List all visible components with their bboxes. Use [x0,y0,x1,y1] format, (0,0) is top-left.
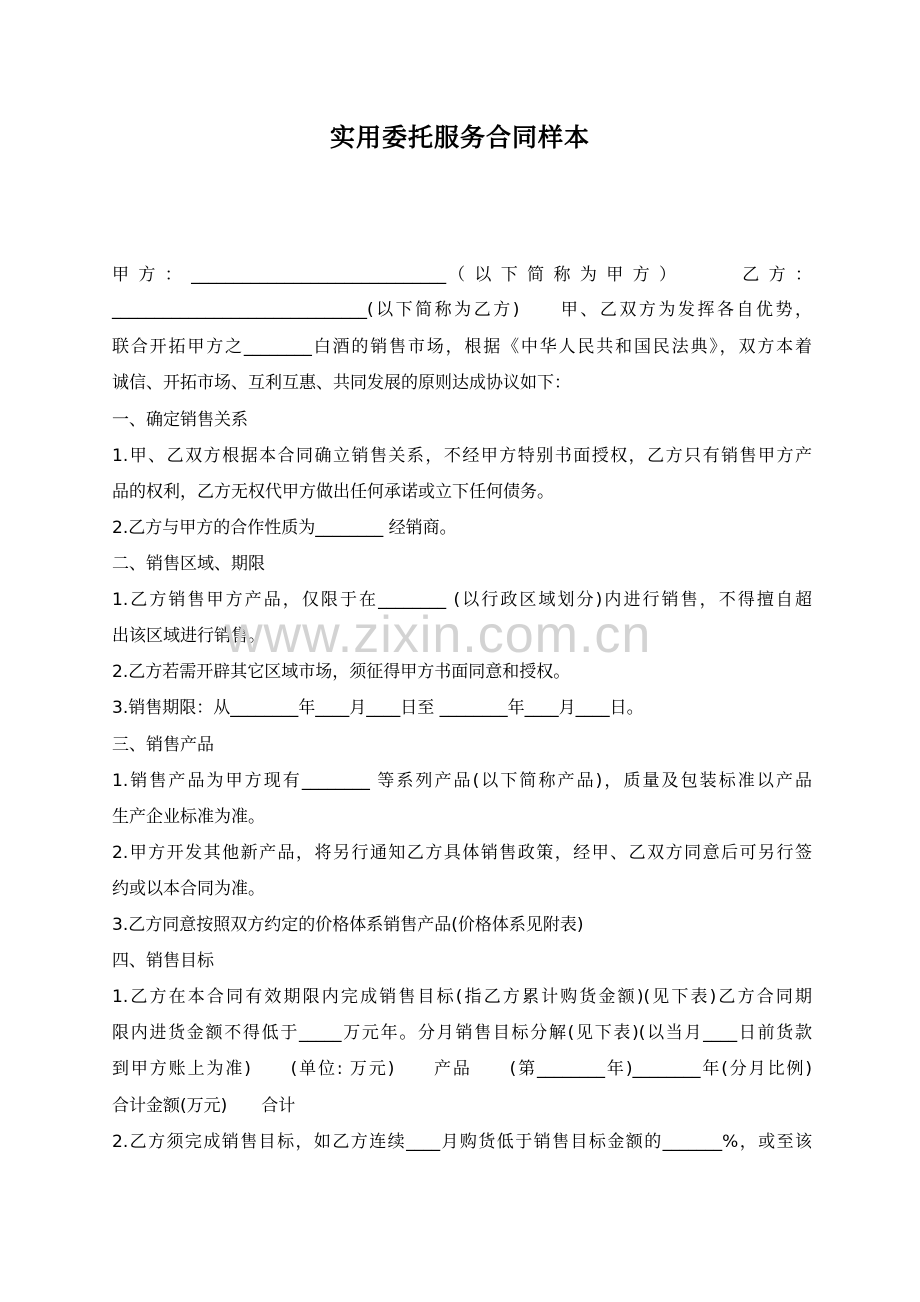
text-line: ______________________________(以下简称为乙方) 甲、乙双方为发挥各自优势， [112,300,812,320]
section-heading: 二、销售区域、期限 [112,554,265,574]
text-line: 3.乙方同意按照双方约定的价格体系销售产品(价格体系见附表) [112,915,584,935]
text-line: 1.销售产品为甲方现有________ 等系列产品(以下简称产品)，质量及包装标准以产品 [112,771,812,791]
text-line: 2.乙方须完成销售目标，如乙方连续____月购货低于销售目标金额的_______%，或至该 [112,1132,812,1152]
section-heading: 四、销售目标 [112,951,214,971]
text-line: 出该区域进行销售。 [112,626,265,646]
text-line: 1.乙方销售甲方产品，仅限于在________ (以行政区域划分)内进行销售，不得擅自超 [112,590,812,610]
text-line: 到甲方账上为准) (单位: 万元) 产品 (第________年)________年(分月比例) [112,1059,812,1079]
text-line: 2.甲方开发其他新产品，将另行通知乙方具体销售政策，经甲、乙双方同意后可另行签 [112,843,812,863]
text-line: 限内进货金额不得低于_____万元年。分月销售目标分解(见下表)(以当月____日前货款 [112,1023,812,1043]
section-heading: 三、销售产品 [112,735,214,755]
text-line: 合计金额(万元) 合计 [112,1096,296,1116]
watermark: www.zixin.com.cn [225,606,652,664]
document-title: 实用委托服务合同样本 [329,123,590,152]
text-line: 甲 方 ： ______________________________（ 以 下 简 称 为 甲 方 ） 乙 方 ： [112,265,812,285]
text-line: 生产企业标准为准。 [112,807,265,827]
text-line: 1.乙方在本合同有效期限内完成销售目标(指乙方累计购货金额)(见下表)乙方合同期 [112,987,812,1007]
text-line: 2.乙方与甲方的合作性质为________ 经销商。 [112,518,457,538]
text-line: 品的权利，乙方无权代甲方做出任何承诺或立下任何债务。 [112,482,554,502]
section-heading: 一、确定销售关系 [112,410,248,430]
text-line: 约或以本合同为准。 [112,879,265,899]
text-line: 2.乙方若需开辟其它区域市场，须征得甲方书面同意和授权。 [112,662,571,682]
text-line: 诚信、开拓市场、互利互惠、共同发展的原则达成协议如下： [112,373,571,393]
text-line: 3.销售期限：从________年____月____日至 ________年____月____日。 [112,698,644,718]
text-line: 联合开拓甲方之________白酒的销售市场，根据《中华人民共和国民法典》，双方本着 [112,337,812,357]
text-line: 1.甲、乙双方根据本合同确立销售关系，不经甲方特别书面授权，乙方只有销售甲方产 [112,446,812,466]
